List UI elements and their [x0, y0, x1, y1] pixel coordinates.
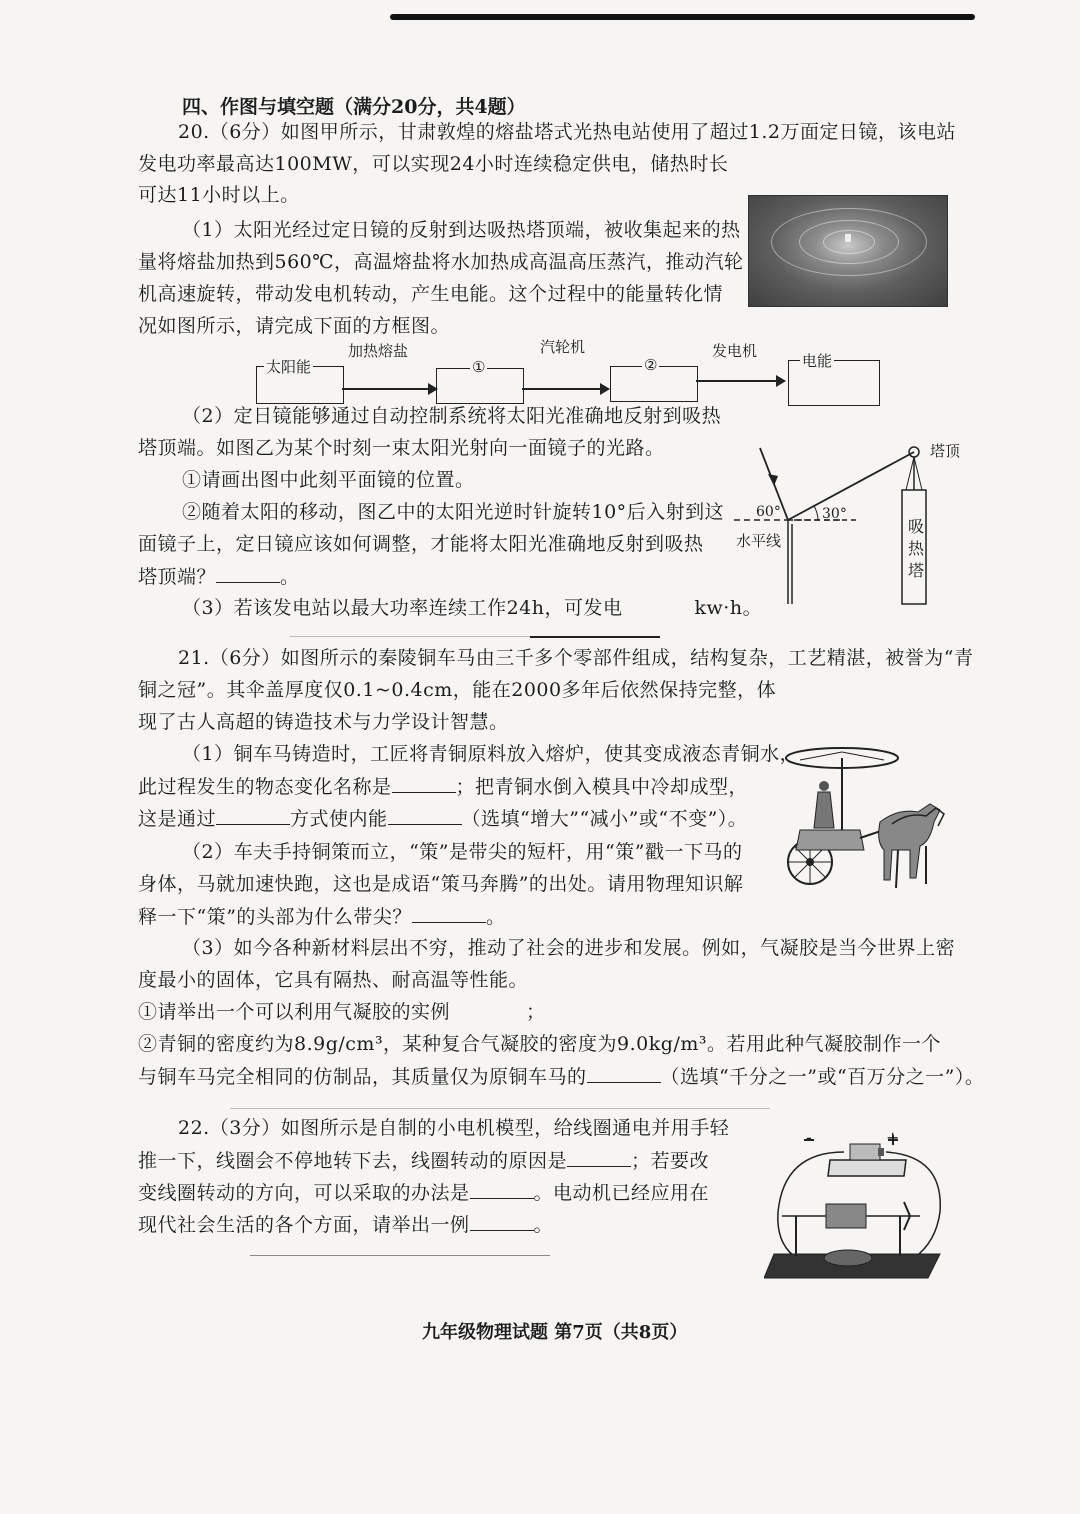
q20-part1-line-3: 机高速旋转，带动发电机转动，产生电能。这个过程中的能量转化情: [138, 283, 724, 305]
plus-terminal-label: +: [886, 1128, 900, 1147]
divider-3: [250, 1255, 550, 1256]
q22-l4a: 现代社会生活的各个方面，请举出一例: [138, 1214, 470, 1236]
flow-arrow1-label: 加热熔盐: [348, 342, 409, 360]
q20-part3-unit: kw·h。: [694, 597, 763, 619]
q21-intro-line-3: 现了古人高超的铸造技术与力学设计智慧。: [138, 711, 509, 733]
divider-2: [230, 1108, 770, 1109]
q22-reverse-method-blank[interactable]: [470, 1180, 534, 1199]
q21-sharp-tip-blank[interactable]: [412, 904, 486, 923]
section-title: 四、作图与填空题（满分20分，共4题）: [182, 96, 526, 118]
q20-part1-line-2: 量将熔盐加热到560℃，高温熔盐将水加热成高温高压蒸汽，推动汽轮: [138, 251, 744, 273]
q21-p1-line-2: [138, 774, 748, 799]
q22-line-1: 22.（3分）如图所示是自制的小电机模型，给线圈通电并用手轻: [178, 1117, 730, 1139]
q21-intro-line-2: 铜之冠”。其伞盖厚度仅0.1~0.4cm，能在2000多年后依然保持完整，体: [138, 679, 777, 701]
reflected-ray: [788, 452, 914, 520]
horizon-label: 水平线: [736, 532, 782, 550]
q20-part2-line-1: （2）定日镜能够通过自动控制系统将太阳光准确地反射到吸热: [182, 405, 722, 427]
q20-intro-line-1: 20.（6分）如图甲所示，甘肃敦煌的熔盐塔式光热电站使用了超过1.2万面定日镜，该电站: [178, 121, 957, 143]
charioteer-body: [814, 792, 834, 828]
q21-p3-line-3: [138, 1000, 546, 1024]
flow-box-electric-label: 电能: [802, 352, 833, 370]
q20-part2-line-6: [138, 564, 300, 589]
q20-part2-line-3: ①请画出图中此刻平面镜的位置。: [182, 469, 475, 491]
battery: [850, 1144, 880, 1160]
q20-intro-line-2: 发电功率最高达100MW，可以实现24小时连续稳定供电，储热时长: [138, 153, 729, 175]
q21-p1-l3a: 这是通过: [138, 808, 217, 830]
q20-part2-line-2: 塔顶端。如图乙为某个时刻一束太阳光射向一面镜子的光路。: [138, 437, 665, 459]
angle-left-label: 60°: [756, 504, 781, 520]
angle-right-label: 30°: [822, 506, 847, 522]
q21-p2-line-1: （2）车夫手持铜策而立，“策”是带尖的短杆，用“策”戳一下马的: [182, 841, 743, 863]
magnet: [824, 1250, 872, 1266]
q21-p1-l3c: （选填“增大”“减小”或“不变”）。: [461, 808, 748, 830]
divider-1: [290, 636, 530, 637]
q22-line-4: [138, 1212, 553, 1237]
q21-p1-line-1: （1）铜车马铸造时，工匠将青铜原料放入熔炉，使其变成液态青铜水，: [182, 743, 800, 765]
q22-line-2: [138, 1148, 709, 1173]
q21-p2-line-2: 身体，马就加速快跑，这也是成语“策马奔腾”的出处。请用物理知识解: [138, 873, 744, 895]
scan-top-edge: [390, 14, 975, 20]
q21-p3-l5a: 与铜车马完全相同的仿制品，其质量仅为原铜车马的: [138, 1066, 587, 1088]
q20-part2-end: 。: [280, 566, 300, 588]
q21-p3-l5b: （选填“千分之一”或“百万分之一”）。: [660, 1066, 985, 1088]
charioteer-head: [819, 781, 829, 791]
q20-part1-line-4: 况如图所示，请完成下面的方框图。: [138, 315, 451, 337]
q21-p1-line-3: [138, 806, 747, 831]
q21-p3-l3a: ①请举出一个可以利用气凝胶的实例: [138, 1001, 451, 1023]
page-footer: 九年级物理试题 第7页（共8页）: [422, 1322, 688, 1343]
q21-state-change-blank[interactable]: [392, 774, 456, 793]
flow-box-blank1-label: ①: [472, 358, 486, 376]
q20-energy-underline: [530, 636, 660, 638]
flow-arrow2: [522, 388, 602, 390]
q20-part2-line-5: 面镜子上，定日镜应该如何调整，才能将太阳光准确地反射到吸热: [138, 533, 704, 555]
q21-p1-l3b: 方式使内能: [290, 808, 388, 830]
flow-arrow2-label: 汽轮机: [540, 338, 586, 356]
q21-p3-line-2: 度最小的固体，它具有隔热、耐高温等性能。: [138, 969, 529, 991]
q21-p1-l2a: 此过程发生的物态变化名称是: [138, 776, 392, 798]
motor-model-illustration: [764, 1132, 954, 1282]
flow-box-solar-label: 太阳能: [266, 358, 312, 376]
q22-l3b: 。电动机已经应用在: [533, 1182, 710, 1204]
q21-p2-line-3: [138, 904, 505, 929]
q20-part3-text: （3）若该发电站以最大功率连续工作24h，可发电: [182, 597, 623, 619]
flow-arrow3: [696, 380, 778, 382]
q21-intro-line-1: 21.（6分）如图所示的秦陵铜车马由三千多个零部件组成，结构复杂，工艺精湛，被誉为“青: [178, 647, 974, 669]
q20-part3-line: [182, 596, 762, 620]
q22-motor-example-blank[interactable]: [470, 1212, 534, 1231]
tower-top-label: 塔顶: [930, 442, 961, 460]
q21-p3-l3b: ；: [526, 1001, 546, 1023]
q20-part2-line-4: ②随着太阳的移动，图乙中的太阳光逆时针旋转10°后入射到这: [182, 501, 725, 523]
q22-l3a: 变线圈转动的方向，可以采取的办法是: [138, 1182, 470, 1204]
coil: [826, 1204, 866, 1228]
heliostat-field-photo: [748, 195, 948, 307]
q22-l2a: 推一下，线圈会不停地转下去，线圈转动的原因是: [138, 1150, 568, 1172]
flow-arrow1: [342, 388, 430, 390]
q22-line-3: [138, 1180, 709, 1205]
q20-part2-question: 塔顶端？: [138, 566, 217, 588]
q20-mirror-adjust-blank[interactable]: [216, 564, 280, 583]
q21-method-blank[interactable]: [216, 806, 290, 825]
q21-p1-l2b: ；把青铜水倒入模具中冷却成型，: [455, 776, 749, 798]
q21-mass-ratio-blank[interactable]: [587, 1064, 661, 1083]
flow-arrow2-head: [600, 383, 610, 395]
q21-p3-line-1: （3）如今各种新材料层出不穷，推动了社会的进步和发展。例如，气凝胶是当今世界上密: [182, 937, 956, 959]
battery-base: [828, 1160, 906, 1176]
q21-p3-line-4: ②青铜的密度约为8.9g/cm³，某种复合气凝胶的密度为9.0kg/m³。若用此种气凝胶制作一个: [138, 1033, 941, 1055]
incident-arrowhead: [768, 474, 778, 486]
q21-p2-l3a: 释一下“策”的头部为什么带尖？: [138, 906, 412, 928]
q20-part1-line-1: （1）太阳光经过定日镜的反射到达吸热塔顶端，被收集起来的热: [182, 219, 741, 241]
q21-internal-energy-blank[interactable]: [388, 806, 462, 825]
flow-arrow3-label: 发电机: [712, 342, 758, 360]
q21-p2-l3b: 。: [485, 906, 506, 928]
q22-l4b: 。: [533, 1214, 554, 1236]
flow-box-blank2-label: ②: [644, 356, 658, 374]
minus-terminal-label: -: [806, 1128, 812, 1147]
q20-intro-line-3: 可达11小时以上。: [138, 184, 300, 206]
q21-p3-line-5: [138, 1064, 984, 1089]
bronze-chariot-illustration: [780, 738, 950, 910]
tower-label: 吸热塔: [907, 517, 924, 580]
flow-arrow3-head: [776, 375, 786, 387]
q22-rotation-cause-blank[interactable]: [567, 1148, 631, 1167]
q22-l2b: ；若要改: [631, 1150, 710, 1172]
